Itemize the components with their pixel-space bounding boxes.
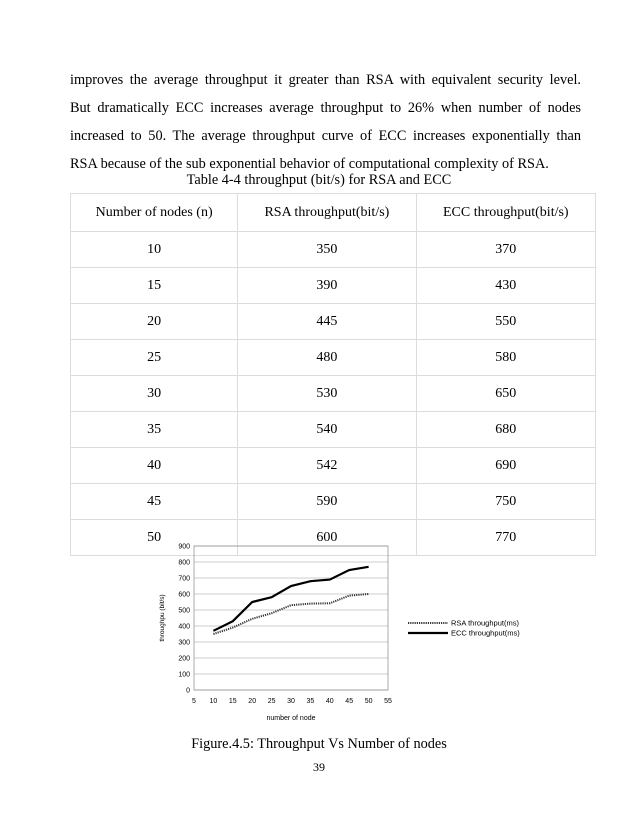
y-tick-label: 800 [178, 559, 190, 567]
table-cell: 15 [71, 268, 238, 304]
legend-label: RSA throughput(ms) [451, 618, 519, 628]
table-row [71, 232, 596, 268]
body-paragraph [70, 66, 581, 178]
table-cell: 10 [71, 232, 238, 268]
table-cell: 530 [238, 376, 416, 412]
table-cell: 50 [71, 520, 238, 556]
table-cell: 770 [416, 520, 595, 556]
x-tick-label: 5 [192, 698, 196, 705]
table-cell: 542 [238, 448, 416, 484]
header-cell: Number of nodes (n) [71, 194, 238, 232]
header-cell: RSA throughput(bit/s) [238, 194, 416, 232]
y-tick-label: 0 [186, 687, 190, 695]
y-tick-label: 400 [178, 623, 190, 631]
table-cell: 480 [238, 340, 416, 376]
y-axis-label: throughpu (bit/s) [159, 594, 166, 642]
x-tick-label: 55 [384, 698, 392, 705]
y-tick-label: 700 [178, 575, 190, 583]
table-cell: 445 [238, 304, 416, 340]
table-row [71, 340, 596, 376]
figure-caption: Figure.4.5: Throughput Vs Number of nodes [191, 736, 447, 752]
table-cell: 690 [416, 448, 595, 484]
legend-label: ECC throughput(ms) [451, 628, 520, 638]
throughput-chart [150, 536, 550, 726]
x-tick-label: 35 [306, 698, 315, 705]
table-cell: 680 [416, 412, 595, 448]
table-row [71, 268, 596, 304]
y-tick-label: 600 [178, 591, 190, 599]
x-axis-label: number of node [266, 715, 316, 722]
x-tick-label: 10 [209, 698, 218, 705]
x-tick-label: 50 [364, 698, 373, 705]
table-cell: 45 [71, 484, 238, 520]
paragraph-line: increased to 50. The average throughput curve of ECC increases exponentially than [70, 128, 581, 144]
table-cell: 590 [238, 484, 416, 520]
series-line-ecc [213, 567, 368, 631]
table-cell: 390 [238, 268, 416, 304]
table-cell: 600 [238, 520, 416, 556]
table-cell: 550 [416, 304, 595, 340]
table-cell: 20 [71, 304, 238, 340]
x-tick-label: 30 [287, 698, 295, 705]
table-cell: 650 [416, 376, 595, 412]
series-line-rsa [213, 594, 368, 634]
table-row [71, 304, 596, 340]
y-tick-label: 300 [178, 639, 190, 647]
x-tick-label: 40 [325, 698, 334, 705]
header-cell: ECC throughput(bit/s) [416, 194, 595, 232]
table-cell: 35 [71, 412, 238, 448]
table-cell: 350 [238, 232, 416, 268]
y-tick-label: 100 [178, 671, 190, 679]
throughput-table [70, 193, 596, 556]
table-cell: 25 [71, 340, 238, 376]
table-cell: 580 [416, 340, 595, 376]
y-tick-label: 900 [178, 543, 190, 551]
table-cell: 370 [416, 232, 595, 268]
x-tick-label: 45 [345, 698, 354, 705]
x-tick-label: 15 [228, 698, 237, 705]
table-row [71, 412, 596, 448]
paragraph-line: But dramatically ECC increases average throughput to 26% when number of nodes [70, 100, 581, 116]
table-row [71, 376, 596, 412]
table-cell: 40 [71, 448, 238, 484]
table-caption: Table 4-4 throughput (bit/s) for RSA and ECC [186, 172, 452, 188]
paragraph-line: improves the average throughput it greater than RSA with equivalent security level. [70, 72, 581, 88]
table-header-row [71, 194, 596, 232]
table-cell: 430 [416, 268, 595, 304]
table-cell: 750 [416, 484, 595, 520]
y-tick-label: 200 [178, 655, 190, 663]
page-number: 39 [313, 760, 325, 774]
table-row [71, 448, 596, 484]
table-row [71, 484, 596, 520]
table-cell: 540 [238, 412, 416, 448]
x-tick-label: 25 [267, 698, 276, 705]
table-cell: 30 [71, 376, 238, 412]
y-tick-label: 500 [178, 607, 190, 615]
paragraph-line: RSA because of the sub exponential behavior of computational complexity of RSA. [70, 156, 549, 172]
x-tick-label: 20 [248, 698, 257, 705]
chart-svg [150, 536, 550, 726]
